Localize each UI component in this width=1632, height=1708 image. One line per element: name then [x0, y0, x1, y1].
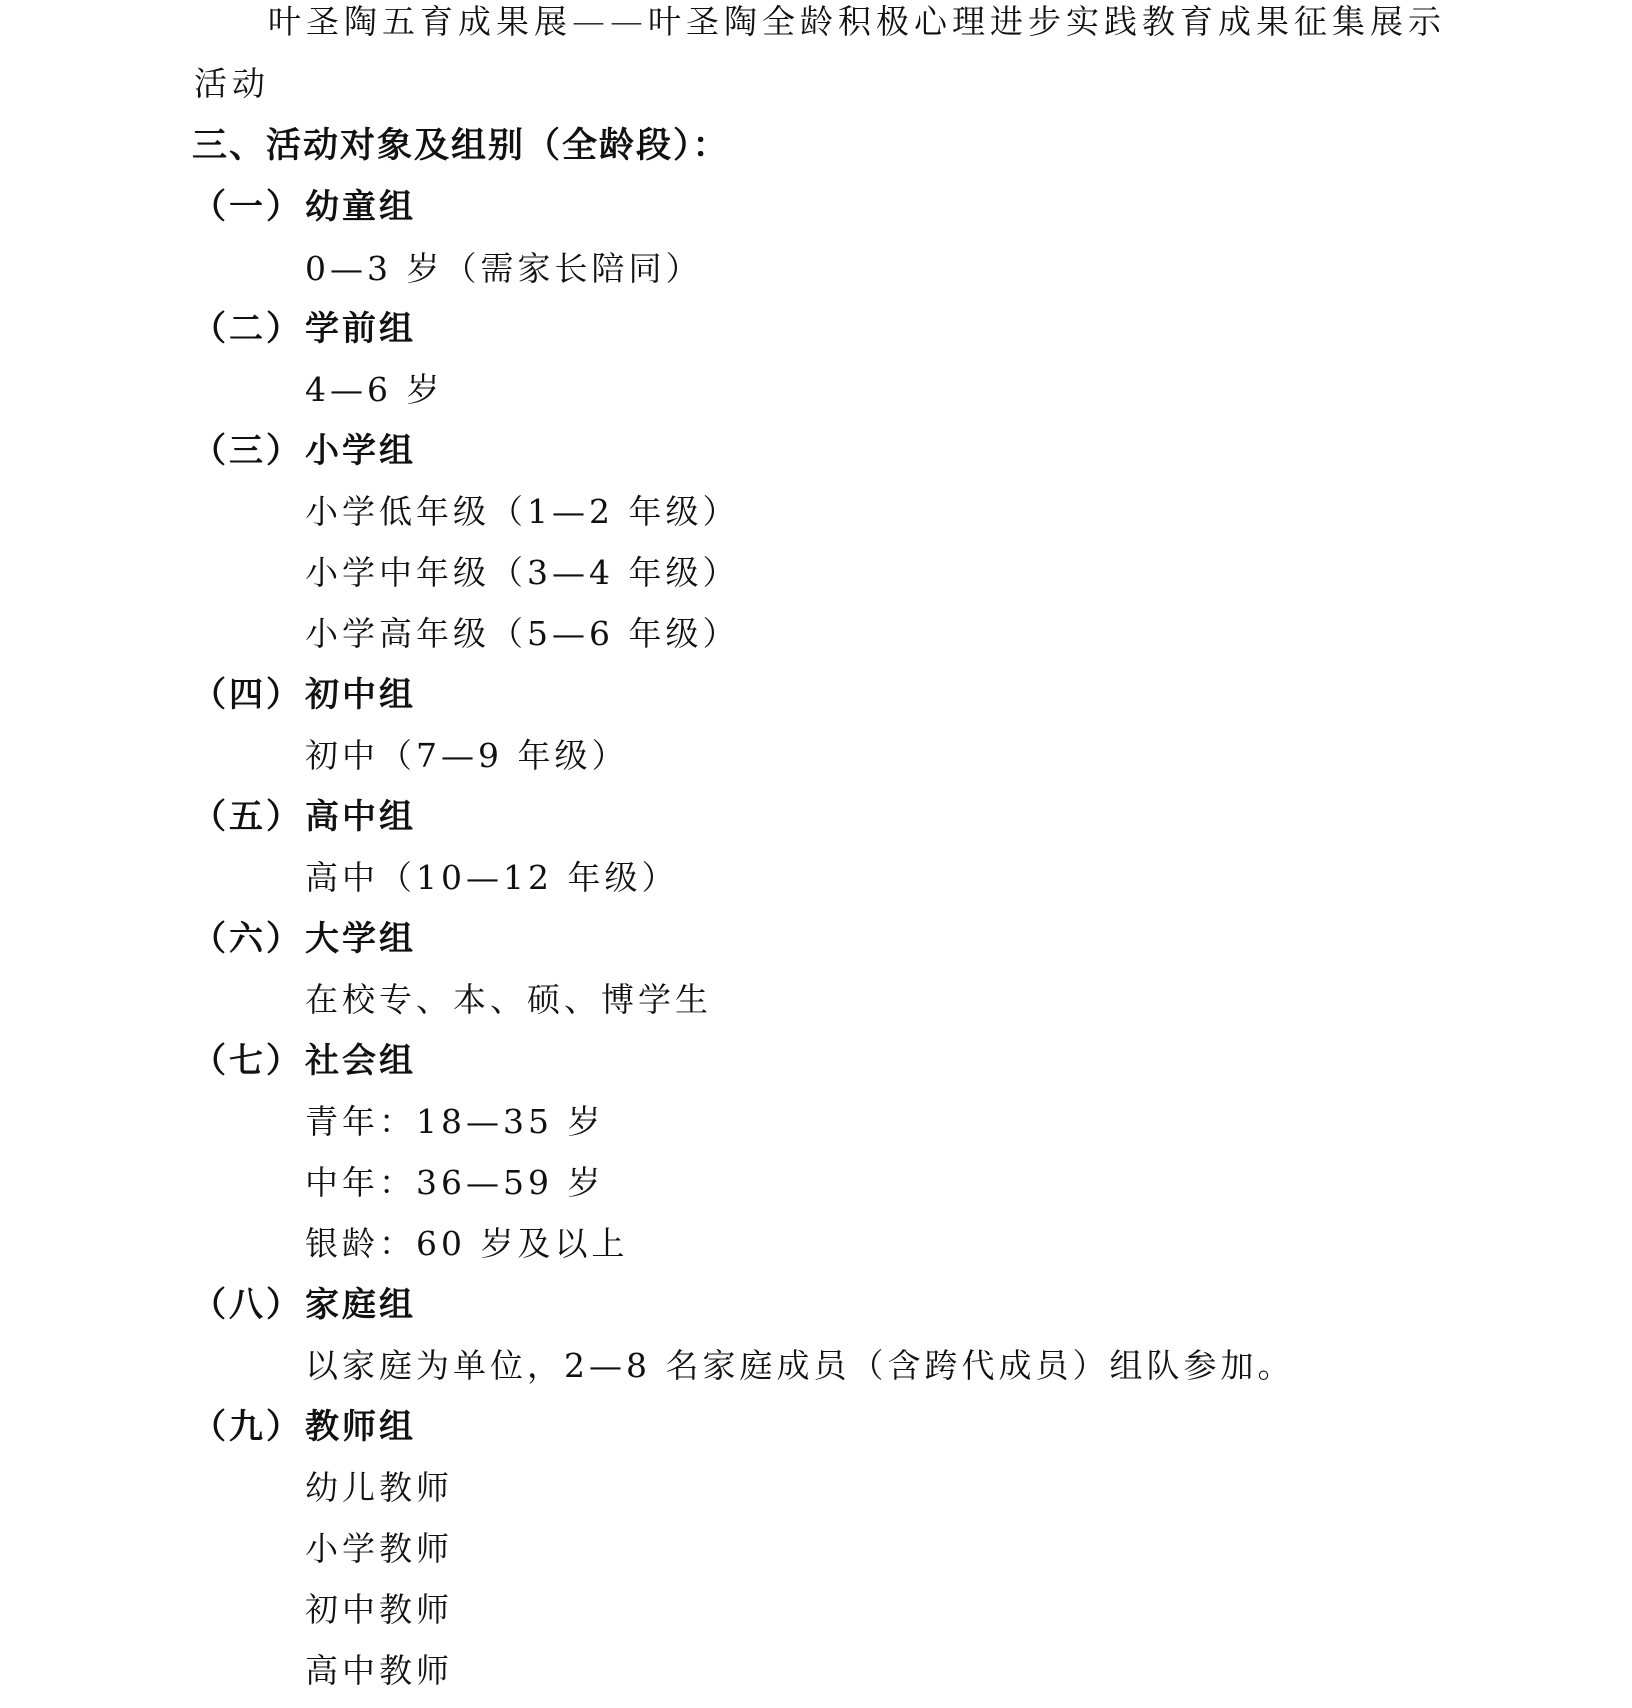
- intro-line-2: 活动: [194, 64, 270, 103]
- group-number: （八）: [192, 1285, 303, 1325]
- group-item: 高中教师: [305, 1651, 453, 1690]
- group-name: 大学组: [305, 919, 416, 959]
- group-heading-9: [192, 1407, 416, 1447]
- group-item: 0—3 岁（需家长陪同）: [305, 249, 703, 288]
- group-item: 银龄：60 岁及以上: [305, 1224, 629, 1263]
- group-item: 4—6 岁: [305, 370, 444, 409]
- group-name: 教师组: [305, 1407, 416, 1447]
- group-item: 青年：18—35 岁: [305, 1102, 605, 1141]
- group-name: 小学组: [305, 431, 416, 471]
- group-name: 幼童组: [305, 187, 416, 227]
- group-number: （五）: [192, 797, 303, 837]
- group-item: 小学中年级（3—4 年级）: [305, 553, 740, 592]
- group-item: 小学高年级（5—6 年级）: [305, 614, 740, 653]
- group-number: （七）: [192, 1041, 303, 1081]
- group-item: 以家庭为单位，2—8 名家庭成员（含跨代成员）组队参加。: [305, 1346, 1295, 1385]
- group-number: （二）: [192, 309, 303, 349]
- group-name: 初中组: [305, 675, 416, 715]
- group-name: 学前组: [305, 309, 416, 349]
- group-item: 中年：36—59 岁: [305, 1163, 605, 1202]
- group-number: （一）: [192, 187, 303, 227]
- group-number: （三）: [192, 431, 303, 471]
- group-number: （四）: [192, 675, 303, 715]
- group-item: 小学低年级（1—2 年级）: [305, 492, 740, 531]
- group-heading-1: [192, 187, 416, 227]
- group-heading-6: [192, 919, 416, 959]
- group-heading-5: [192, 797, 416, 837]
- group-name: 家庭组: [305, 1285, 416, 1325]
- group-number: （九）: [192, 1407, 303, 1447]
- group-heading-3: [192, 431, 416, 471]
- group-name: 高中组: [305, 797, 416, 837]
- group-item: 幼儿教师: [305, 1468, 453, 1507]
- group-item: 初中（7—9 年级）: [305, 736, 629, 775]
- intro-line-1: 叶圣陶五育成果展——叶圣陶全龄积极心理进步实践教育成果征集展示: [268, 2, 1446, 41]
- group-heading-4: [192, 675, 416, 715]
- group-number: （六）: [192, 919, 303, 959]
- group-name: 社会组: [305, 1041, 416, 1081]
- section-title: 三、活动对象及组别（全龄段）：: [192, 126, 730, 166]
- group-item: 小学教师: [305, 1529, 453, 1568]
- group-heading-7: [192, 1041, 416, 1081]
- group-item: 高中（10—12 年级）: [305, 858, 679, 897]
- group-heading-2: [192, 309, 416, 349]
- group-heading-8: [192, 1285, 416, 1325]
- group-item: 初中教师: [305, 1590, 453, 1629]
- group-item: 在校专、本、硕、博学生: [305, 980, 712, 1019]
